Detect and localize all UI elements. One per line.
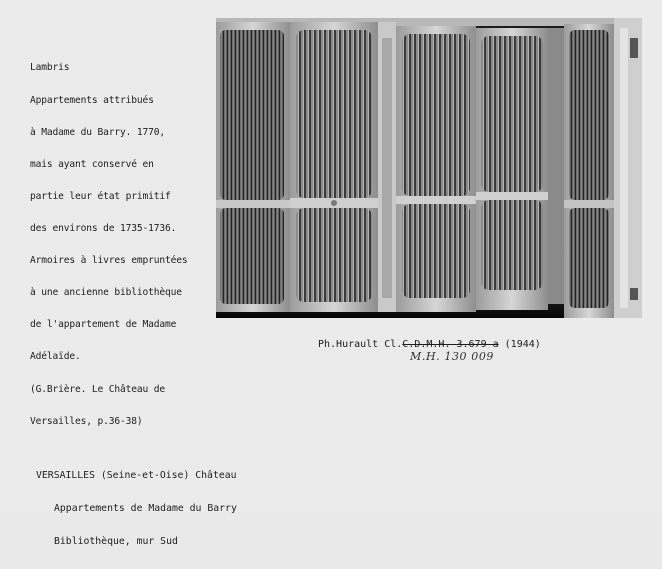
photograph-library-wall — [216, 18, 642, 318]
caption-line: mais ayant conservé en — [30, 158, 154, 170]
caption-line: Appartements attribués — [30, 94, 154, 106]
caption-line: (G.Brière. Le Château de — [30, 383, 166, 395]
caption-line: Lambris — [30, 62, 70, 74]
caption-line: Adélaïde. — [30, 351, 81, 363]
credit-year: (1944) — [504, 339, 541, 350]
caption-line: à une ancienne bibliothèque — [30, 287, 182, 299]
caption-line: Versailles, p.36-38) — [30, 415, 143, 427]
credit-prefix: Ph.Hurault Cl. — [318, 339, 403, 350]
footer-line-1: VERSAILLES (Seine-et-Oise) Château — [36, 470, 237, 481]
handwritten-reference: M.H. 130 009 — [410, 350, 495, 363]
caption-line: de l'appartement de Madame — [30, 319, 177, 331]
caption-line: à Madame du Barry. 1770, — [30, 126, 166, 138]
caption-line: partie leur état primitif — [30, 190, 171, 202]
caption-line: Armoires à livres empruntées — [30, 255, 188, 267]
footer-line-2: Appartements de Madame du Barry — [54, 503, 237, 514]
footer-location — [36, 448, 237, 569]
struck-reference: C.D.M.H. 3.679 a — [402, 339, 499, 350]
caption-line: des environs de 1735-1736. — [30, 222, 177, 234]
caption-text — [30, 42, 212, 449]
photo-illustration — [216, 18, 642, 318]
footer-line-3: Bibliothèque, mur Sud — [54, 536, 178, 547]
